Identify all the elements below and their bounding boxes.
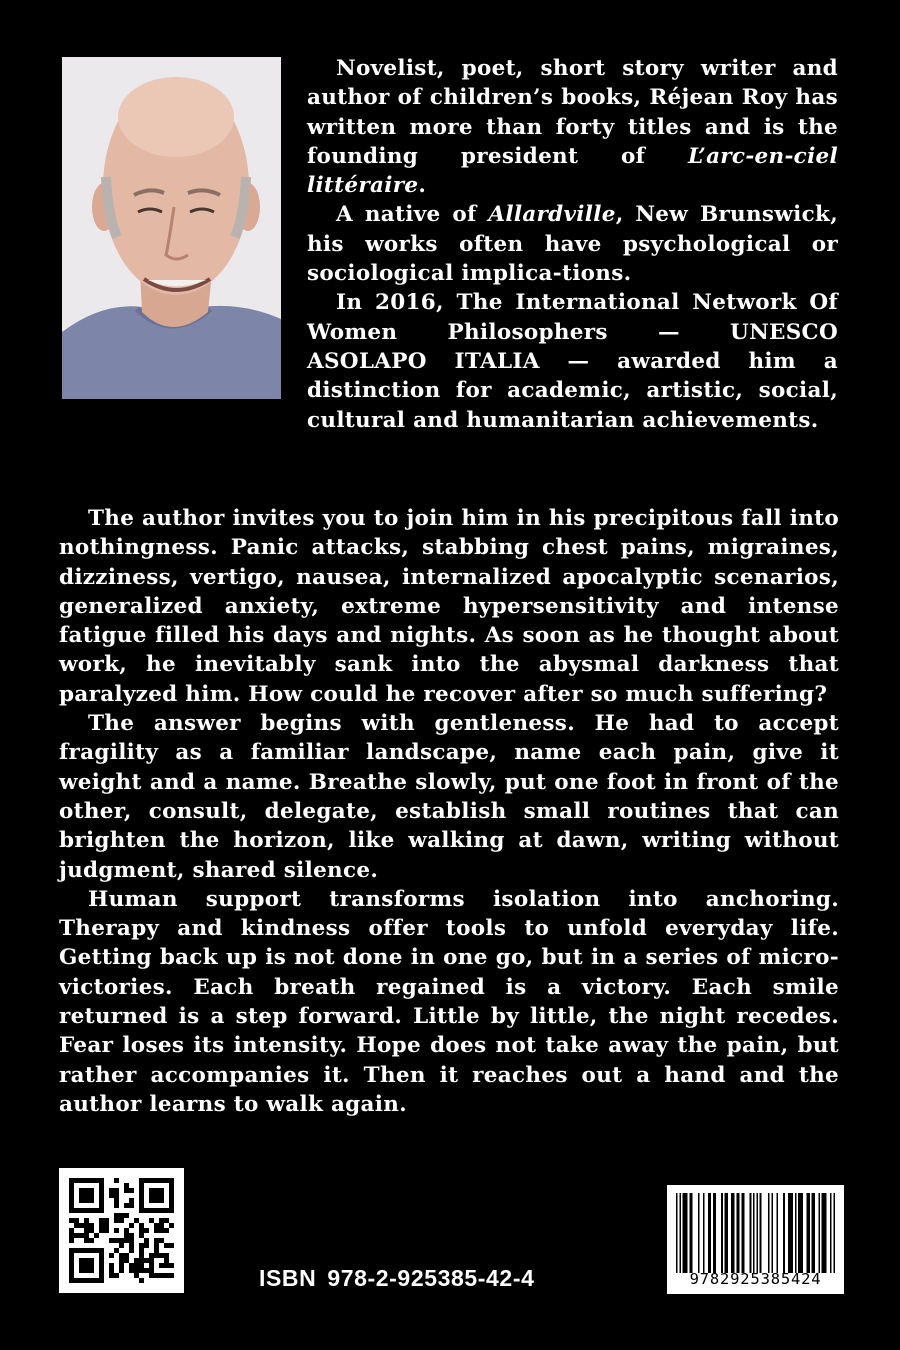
barcode-icon — [676, 1193, 835, 1273]
author-bio — [307, 54, 838, 435]
bio-paragraph-2-end: , New Brunswick, his works often have psychological or sociological implica-tions. — [307, 202, 838, 287]
qr-code-icon — [59, 1168, 184, 1293]
isbn-label: ISBN 978-2-925385-42-4 — [259, 1265, 535, 1291]
author-photo — [62, 57, 281, 399]
bio-paragraph-1-text: Novelist, poet, short story writer and author of children’s books, Réjean Roy has written more than forty titles and is the founding president of — [307, 56, 838, 169]
description-paragraph-3: Human support transforms isolation into anchoring. Therapy and kindness offer tools to unfold everyday life. Getting back up is not done in one go, but in a series of micro-victories. Each breath regained is a victory. Each smile returned is a step forward. Little by little, the night recedes. Fear loses its intensity. Hope does not take away the pain, but rather accompanies it. Then it reaches out a hand and the author learns to walk again. — [59, 886, 839, 1117]
bio-paragraph-1 — [307, 54, 838, 200]
barcode — [667, 1185, 844, 1294]
book-description — [59, 504, 839, 1119]
bio-paragraph-2 — [307, 200, 838, 288]
barcode-digits: 9782925385424 — [689, 1270, 822, 1288]
bio-society-name: L’arc-en-ciel littéraire — [307, 143, 838, 199]
bio-paragraph-2-start: A native of — [336, 202, 489, 228]
bio-paragraph-1-end: . — [418, 173, 427, 199]
bio-paragraph-3: In 2016, The International Network Of Women Philosophers — UNESCO ASOLAPO ITALIA — awarded him a distinction for academic, artistic, social, cultural and humanitarian achievements. — [307, 290, 838, 433]
qr-code — [59, 1168, 184, 1293]
author-portrait-image — [62, 57, 281, 399]
description-paragraph-1: The author invites you to join him in his precipitous fall into nothingness. Panic attacks, stabbing chest pains, migraines, dizziness, vertigo, nausea, internalized apocalyptic scenarios, generalized anxiety, extreme hypersensitivity and intense fatigue filled his days and nights. As soon as he thought about work, he inevitably sank into the abysmal darkness that paralyzed him. How could he recover after so much suffering? — [59, 506, 839, 707]
description-paragraph-2: The answer begins with gentleness. He had to accept fragility as a familiar landscape, name each pain, give it weight and a name. Breathe slowly, put one foot in front of the other, consult, delegate, establish small routines that can brighten the horizon, like walking at dawn, writing without judgment, shared silence. — [59, 711, 839, 883]
bio-hometown: Allardville — [488, 202, 616, 228]
